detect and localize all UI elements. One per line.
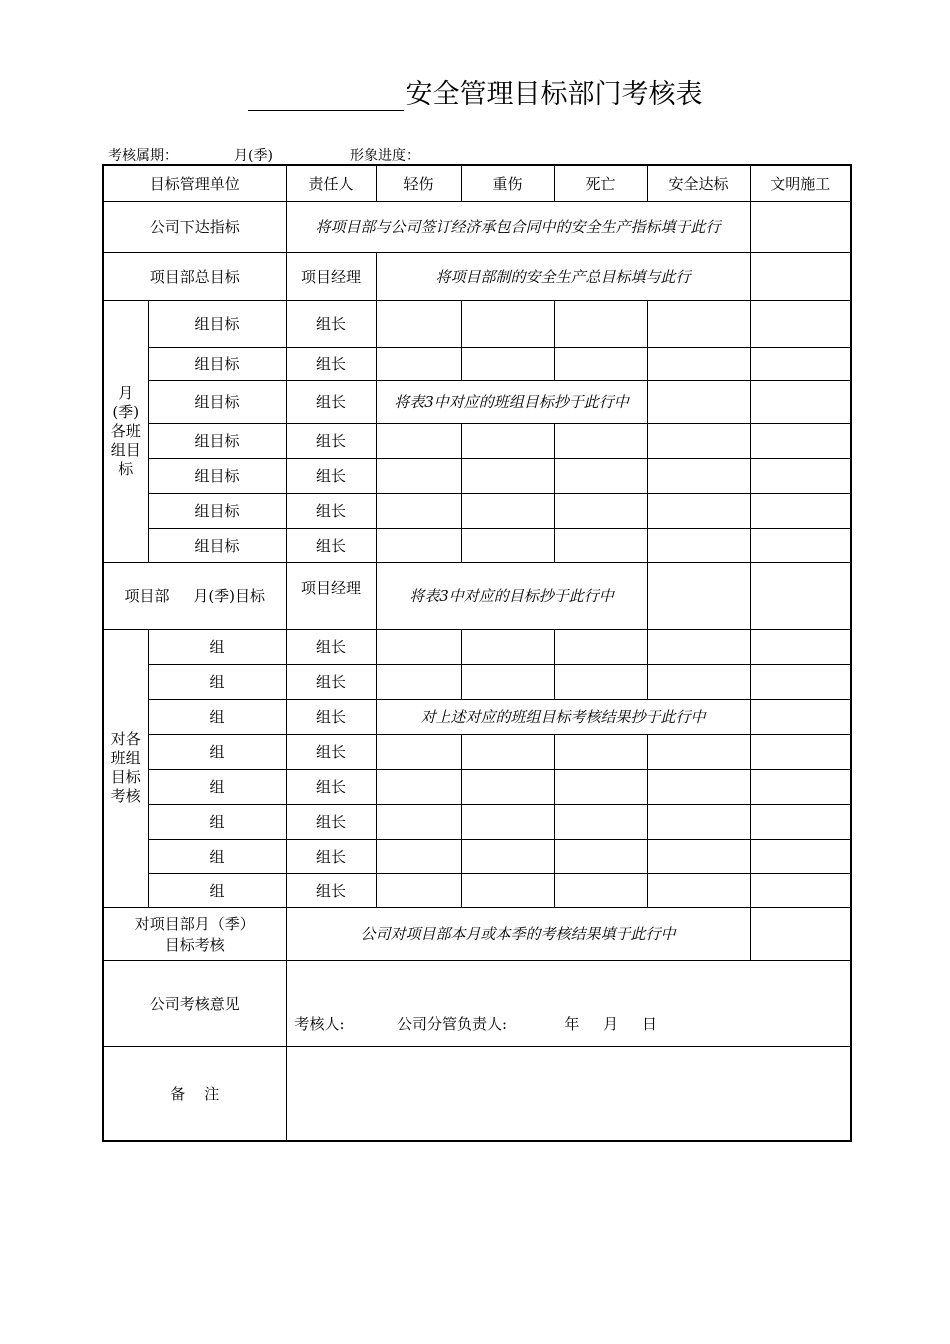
- cell[interactable]: [750, 458, 851, 493]
- cell[interactable]: [461, 873, 554, 907]
- cell[interactable]: [647, 664, 750, 699]
- header-unit: 目标管理单位: [103, 165, 286, 201]
- team-assessment-row: [103, 699, 851, 734]
- remarks-label: 备 注: [103, 1046, 286, 1141]
- period-month-season: 月(季): [234, 148, 273, 164]
- project-assessment-note[interactable]: 公司对项目部本月或本季的考核结果填于此行中: [286, 907, 750, 960]
- team-assessment-leader: 组长: [286, 873, 376, 907]
- company-opinion-row: [103, 960, 851, 1046]
- team-assessment-note[interactable]: 对上述对应的班组目标考核结果抄于此行中: [376, 699, 750, 734]
- cell[interactable]: [750, 380, 851, 423]
- team-assessment-name: 组: [148, 629, 286, 664]
- team-goal-name: 组目标: [148, 528, 286, 562]
- cell[interactable]: [750, 873, 851, 907]
- cell[interactable]: [647, 458, 750, 493]
- cell[interactable]: [750, 629, 851, 664]
- cell[interactable]: [376, 347, 461, 380]
- team-goal-leader: 组长: [286, 458, 376, 493]
- cell[interactable]: [554, 839, 647, 873]
- header-serious-injury: 重伤: [461, 165, 554, 201]
- project-monthly-label: [103, 562, 286, 629]
- cell[interactable]: [554, 873, 647, 907]
- cell[interactable]: [554, 423, 647, 458]
- company-target-note[interactable]: 将项目部与公司签订经济承包合同中的安全生产指标填于此行: [286, 201, 750, 252]
- project-monthly-person: 项目经理: [286, 562, 376, 629]
- team-goal-name: 组目标: [148, 423, 286, 458]
- cell[interactable]: [376, 664, 461, 699]
- cell[interactable]: [461, 839, 554, 873]
- team-assessment-leader: 组长: [286, 769, 376, 804]
- cell[interactable]: [647, 873, 750, 907]
- cell[interactable]: [461, 347, 554, 380]
- team-goal-name: 组目标: [148, 300, 286, 347]
- team-goals-group-label: 月 (季) 各班 组目 标: [103, 300, 148, 562]
- team-assessment-name: 组: [148, 839, 286, 873]
- cell[interactable]: [376, 423, 461, 458]
- team-goal-name: 组目标: [148, 458, 286, 493]
- header-person: 责任人: [286, 165, 376, 201]
- remarks-row: [103, 1046, 851, 1141]
- team-assessment-name: 组: [148, 699, 286, 734]
- team-assessment-leader: 组长: [286, 839, 376, 873]
- assessment-table: [102, 164, 852, 1142]
- team-assessment-row: [103, 734, 851, 769]
- project-assessment-label: [103, 907, 286, 960]
- cell[interactable]: [750, 493, 851, 528]
- team-assessment-name: 组: [148, 664, 286, 699]
- team-goal-leader: 组长: [286, 380, 376, 423]
- cell[interactable]: [376, 734, 461, 769]
- header-minor-injury: 轻伤: [376, 165, 461, 201]
- team-assessment-leader: 组长: [286, 804, 376, 839]
- cell[interactable]: [554, 347, 647, 380]
- cell[interactable]: [376, 300, 461, 347]
- team-assessment-row: [103, 769, 851, 804]
- cell[interactable]: [376, 528, 461, 562]
- cell[interactable]: [554, 769, 647, 804]
- cell[interactable]: [376, 873, 461, 907]
- cell[interactable]: [461, 528, 554, 562]
- cell[interactable]: [554, 458, 647, 493]
- project-monthly-label-b: 月(季)目标: [193, 587, 266, 605]
- team-assessment-row: [103, 629, 851, 664]
- cell[interactable]: [647, 769, 750, 804]
- team-assessment-leader: 组长: [286, 699, 376, 734]
- remarks-field[interactable]: [286, 1046, 851, 1141]
- project-assessment-row: [103, 907, 851, 960]
- project-total-person: 项目经理: [286, 252, 376, 300]
- project-total-label: 项目部总目标: [103, 252, 286, 300]
- cell[interactable]: [461, 734, 554, 769]
- cell[interactable]: [647, 734, 750, 769]
- company-opinion-label: 公司考核意见: [103, 960, 286, 1046]
- cell[interactable]: [647, 300, 750, 347]
- cell[interactable]: [376, 839, 461, 873]
- cell[interactable]: [554, 629, 647, 664]
- cell[interactable]: [647, 562, 750, 629]
- cell[interactable]: [750, 769, 851, 804]
- cell[interactable]: [376, 493, 461, 528]
- cell[interactable]: [554, 664, 647, 699]
- cell[interactable]: [554, 300, 647, 347]
- cell[interactable]: [461, 493, 554, 528]
- team-assessment-row: [103, 873, 851, 907]
- cell[interactable]: [750, 562, 851, 629]
- cell[interactable]: [750, 252, 851, 300]
- progress-label: 形象进度：: [350, 148, 420, 164]
- title-text: 安全管理目标部门考核表: [405, 79, 703, 110]
- project-assessment-label-b: 目标考核: [164, 935, 225, 954]
- period-label: 考核属期：: [108, 148, 178, 164]
- cell[interactable]: [750, 201, 851, 252]
- team-goal-name: 组目标: [148, 493, 286, 528]
- team-assessment-group-label: 对各 班组 目标 考核: [103, 629, 148, 907]
- cell[interactable]: [647, 423, 750, 458]
- team-goal-row: [103, 528, 851, 562]
- cell[interactable]: [461, 458, 554, 493]
- cell[interactable]: [750, 839, 851, 873]
- cell[interactable]: [647, 839, 750, 873]
- team-goal-name: 组目标: [148, 380, 286, 423]
- team-assessment-leader: 组长: [286, 629, 376, 664]
- page-title: [0, 72, 950, 111]
- project-total-row: [103, 252, 851, 300]
- team-assessment-name: 组: [148, 734, 286, 769]
- cell[interactable]: [647, 493, 750, 528]
- cell[interactable]: [647, 528, 750, 562]
- year-label: 年: [564, 1014, 580, 1033]
- team-goal-leader: 组长: [286, 423, 376, 458]
- cell[interactable]: [750, 347, 851, 380]
- team-assessment-row: [103, 664, 851, 699]
- cell[interactable]: [376, 769, 461, 804]
- team-goal-row: [103, 300, 851, 347]
- team-goal-leader: 组长: [286, 300, 376, 347]
- company-target-row: [103, 201, 851, 252]
- cell[interactable]: [750, 699, 851, 734]
- team-goal-leader: 组长: [286, 347, 376, 380]
- title-blank-line[interactable]: [248, 80, 404, 111]
- team-goal-leader: 组长: [286, 528, 376, 562]
- cell[interactable]: [647, 804, 750, 839]
- company-target-label: 公司下达指标: [103, 201, 286, 252]
- cell[interactable]: [750, 734, 851, 769]
- cell[interactable]: [376, 458, 461, 493]
- team-assessment-row: [103, 839, 851, 873]
- month-label: 月: [603, 1014, 619, 1033]
- cell[interactable]: [750, 528, 851, 562]
- cell[interactable]: [376, 629, 461, 664]
- company-opinion-field[interactable]: [286, 960, 851, 1046]
- team-assessment-leader: 组长: [286, 664, 376, 699]
- assessor-label: 考核人:: [294, 1014, 345, 1033]
- cell[interactable]: [750, 664, 851, 699]
- cell[interactable]: [750, 907, 851, 960]
- team-assessment-name: 组: [148, 804, 286, 839]
- header-safety-standard: 安全达标: [647, 165, 750, 201]
- team-goal-row: [103, 423, 851, 458]
- cell[interactable]: [750, 804, 851, 839]
- project-monthly-row: [103, 562, 851, 629]
- header-row: [103, 165, 851, 201]
- project-assessment-label-a: 对项目部月（季）: [134, 914, 255, 933]
- team-assessment-name: 组: [148, 873, 286, 907]
- team-goal-row: [103, 458, 851, 493]
- team-assessment-name: 组: [148, 769, 286, 804]
- cell[interactable]: [376, 804, 461, 839]
- cell[interactable]: [554, 493, 647, 528]
- header-death: 死亡: [554, 165, 647, 201]
- cell[interactable]: [554, 734, 647, 769]
- project-total-note[interactable]: 将项目部制的安全生产总目标填与此行: [376, 252, 750, 300]
- project-monthly-note[interactable]: 将表3中对应的目标抄于此行中: [376, 562, 647, 629]
- day-label: 日: [642, 1014, 658, 1033]
- cell[interactable]: [461, 300, 554, 347]
- team-goal-leader: 组长: [286, 493, 376, 528]
- team-goals-note[interactable]: 将表3中对应的班组目标抄于此行中: [376, 380, 647, 423]
- cell[interactable]: [461, 804, 554, 839]
- cell[interactable]: [461, 664, 554, 699]
- signature-line: [295, 1013, 658, 1034]
- team-assessment-row: [103, 804, 851, 839]
- team-goal-row: [103, 380, 851, 423]
- cell[interactable]: [647, 380, 750, 423]
- manager-label: 公司分管负责人:: [397, 1014, 508, 1033]
- cell[interactable]: [647, 629, 750, 664]
- cell[interactable]: [554, 804, 647, 839]
- cell[interactable]: [647, 347, 750, 380]
- team-goal-row: [103, 493, 851, 528]
- cell[interactable]: [461, 769, 554, 804]
- team-assessment-leader: 组长: [286, 734, 376, 769]
- project-monthly-label-a: 项目部: [124, 587, 170, 605]
- cell[interactable]: [461, 629, 554, 664]
- cell[interactable]: [554, 528, 647, 562]
- team-goal-row: [103, 347, 851, 380]
- team-goal-name: 组目标: [148, 347, 286, 380]
- cell[interactable]: [750, 423, 851, 458]
- cell[interactable]: [461, 423, 554, 458]
- cell[interactable]: [750, 300, 851, 347]
- header-civilized-construction: 文明施工: [750, 165, 851, 201]
